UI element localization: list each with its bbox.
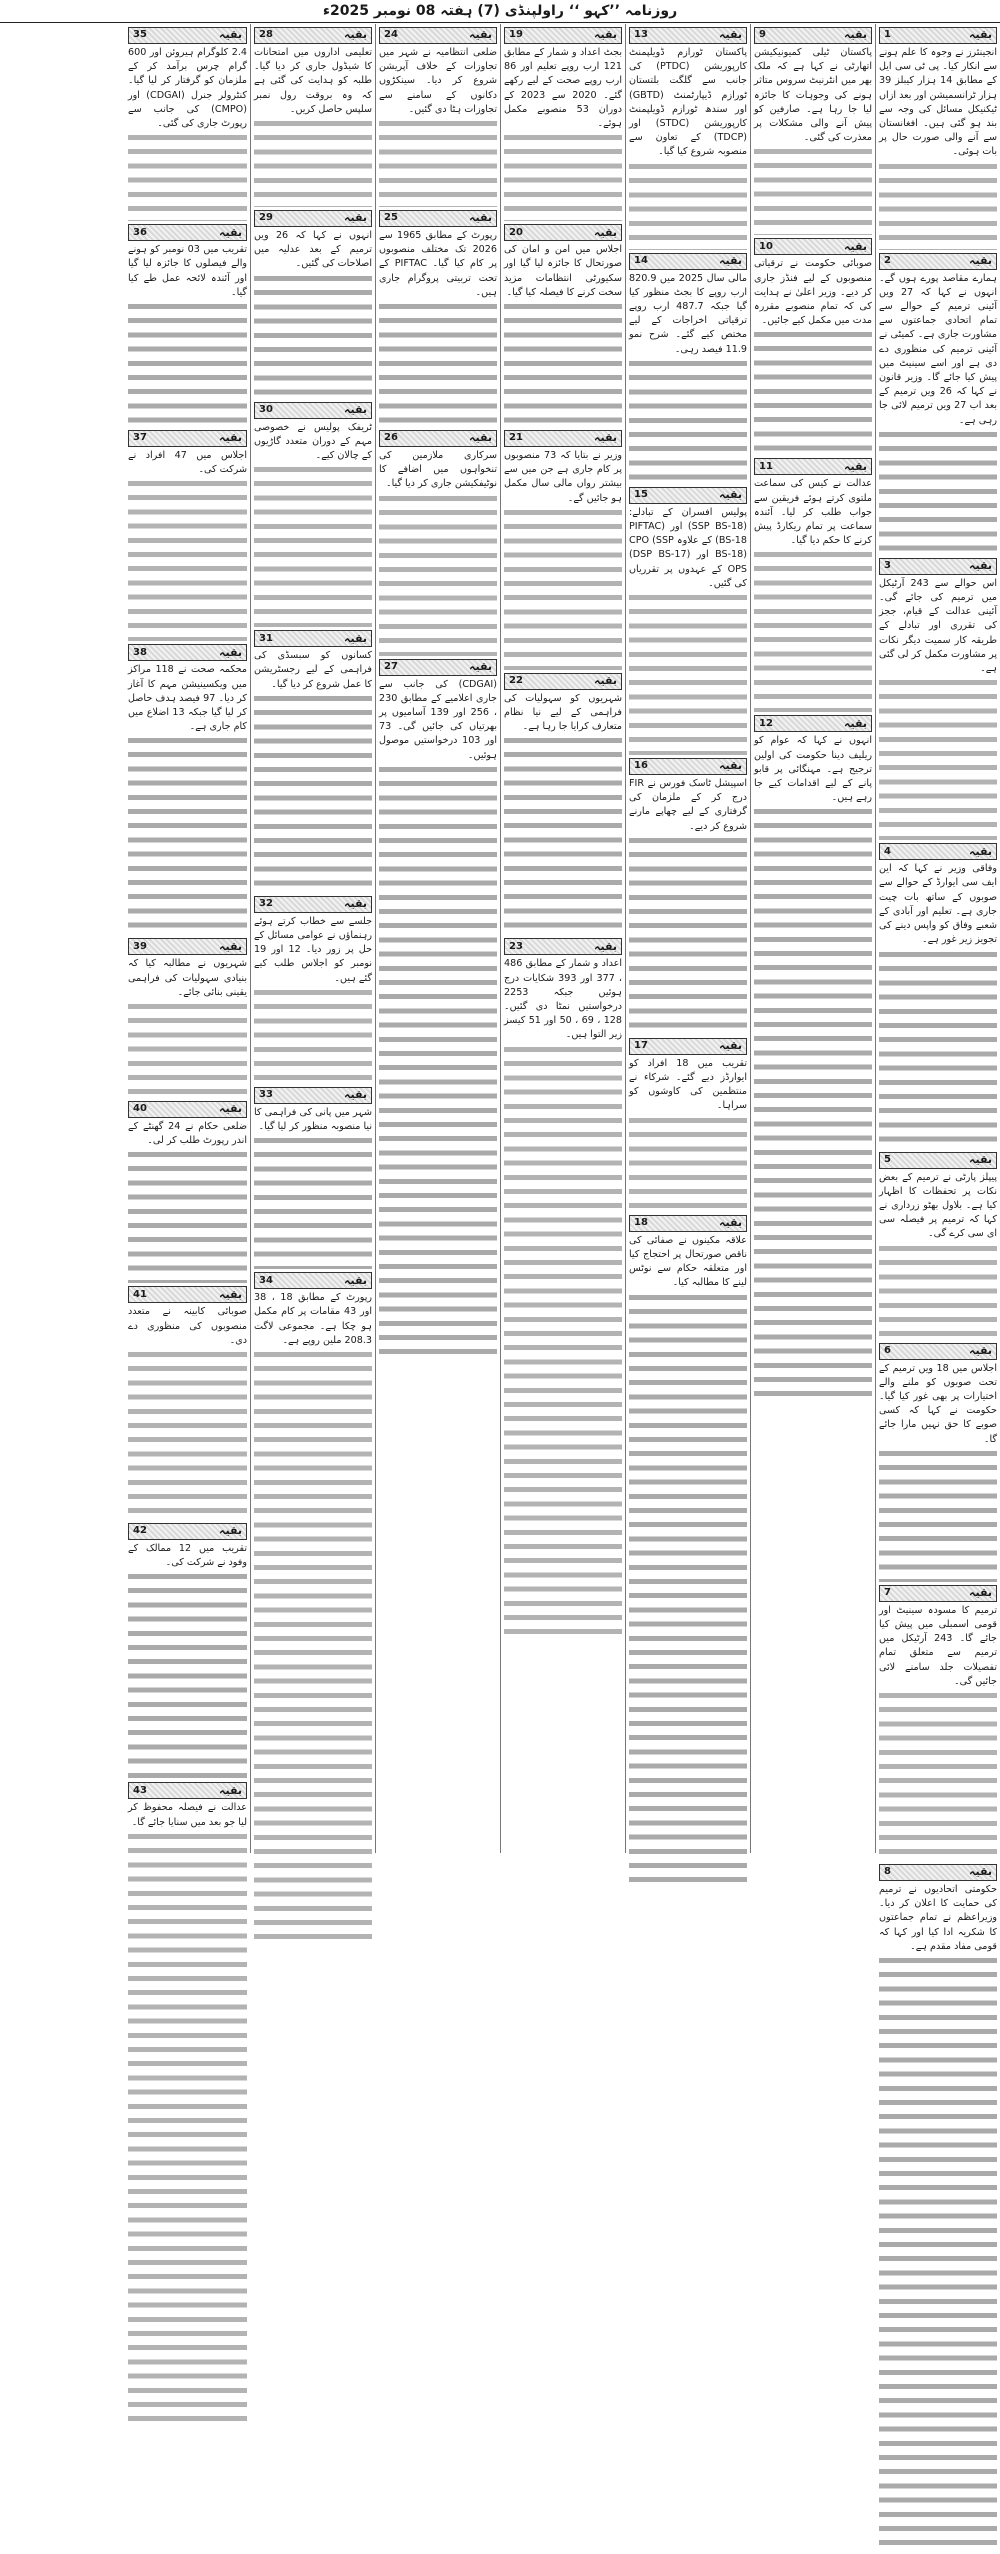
article-text: صوبائی حکومت نے ترقیاتی منصوبوں کے لیے فنڈز جاری کر دیے۔ وزیر اعلیٰ نے ہدایت کی کہ تمام منصوبے مقررہ مدت میں مکمل کیے جائیں۔ <box>754 258 872 327</box>
article-text: پیپلز پارٹی نے ترمیم کے بعض نکات پر تحفظات کا اظہار کیا ہے۔ بلاول بھٹو زرداری نے کہا کہ ترمیم پر فیصلہ سی ای سی کرے گی۔ <box>879 1171 997 1240</box>
badge-number: 7 <box>884 1587 891 1599</box>
continuation-section <box>128 644 247 935</box>
badge-number: 29 <box>259 212 273 224</box>
continuation-section <box>879 1864 997 2554</box>
badge-number: 3 <box>884 560 891 572</box>
text-lines-placeholder <box>128 734 247 935</box>
badge-number: 13 <box>634 29 648 41</box>
badge-number: 30 <box>259 404 273 416</box>
continuation-section <box>128 27 247 221</box>
continuation-badge <box>128 644 247 661</box>
badge-number: 16 <box>634 760 648 772</box>
article-text: محکمہ صحت نے 118 مراکز میں ویکسینیشن مہم کا آغاز کر دیا۔ 97 فیصد ہدف حاصل کر لیا گیا جبکہ 13 اضلاع میں کام جاری ہے۔ <box>128 664 248 733</box>
text-lines-placeholder <box>629 160 747 250</box>
badge-label: بقیہ <box>219 225 242 239</box>
continuation-badge <box>128 27 247 44</box>
text-lines-placeholder <box>128 1830 247 2430</box>
article-text: پولیس افسران کے تبادلے: (SSP BS-18) اور (PIFTAC BS-18) کے علاوہ CPO (SSP BS-18) اور (DSP BS-17) OPS کے عہدوں پر تقرریاں کی گئیں۔ <box>629 506 747 589</box>
badge-label: بقیہ <box>719 1039 742 1053</box>
continuation-badge <box>879 1864 997 1881</box>
continuation-badge <box>128 1523 247 1540</box>
badge-label: بقیہ <box>469 28 492 42</box>
badge-number: 8 <box>884 1866 891 1878</box>
badge-label: بقیہ <box>719 28 742 42</box>
badge-label: بقیہ <box>344 211 367 225</box>
article-text: مالی سال 2025 میں 820.9 ارب روپے کا بجٹ منظور کیا گیا جبکہ 487.7 ارب روپے ترقیاتی اخراجات کے لیے مختص کیے گئے۔ شرح نمو 11.9 فیصد رہی۔ <box>629 272 747 355</box>
continuation-section <box>128 224 247 427</box>
article-text: انہوں نے کہا کہ 26 ویں ترمیم کے بعد عدلیہ میں اصلاحات کی گئیں۔ <box>254 230 373 270</box>
badge-label: بقیہ <box>594 674 617 688</box>
continuation-section <box>379 27 497 207</box>
continuation-badge <box>128 430 247 447</box>
continuation-badge <box>879 1343 997 1360</box>
badge-label: بقیہ <box>719 1216 742 1230</box>
continuation-badge <box>379 659 497 676</box>
badge-number: 26 <box>384 432 398 444</box>
continuation-section <box>879 843 997 1148</box>
news-column-2 <box>750 24 875 1853</box>
continuation-badge <box>504 430 622 447</box>
continuation-badge <box>879 27 997 44</box>
news-column-1 <box>875 24 1000 1952</box>
badge-label: بقیہ <box>219 1102 242 1116</box>
badge-number: 22 <box>509 675 523 687</box>
continuation-section <box>879 27 997 250</box>
text-lines-placeholder <box>879 948 997 1149</box>
continuation-badge <box>254 630 372 647</box>
article-text: اس حوالے سے 243 آرٹیکل میں ترمیم کی جائے گی۔ آئینی عدالت کے قیام، ججز کی تقرری اور تبادلے کے طریقہ کار سمیت دیگر نکات پر مشاورت مکمل کر لی گئی ہے۔ <box>879 577 997 675</box>
continuation-section <box>629 487 747 755</box>
news-column-5 <box>375 24 500 1853</box>
text-lines-placeholder <box>879 160 997 250</box>
continuation-section <box>504 430 622 670</box>
badge-number: 9 <box>759 29 766 41</box>
continuation-badge <box>504 27 622 44</box>
continuation-badge <box>629 1038 747 1055</box>
article-text: تقریب میں 03 نومبر کو ہونے والے فیصلوں کا جائزہ لیا گیا اور آئندہ لائحہ عمل طے کیا گیا۔ <box>128 244 248 298</box>
continuation-badge <box>254 1087 372 1104</box>
continuation-badge <box>879 1585 997 1602</box>
continuation-section <box>254 27 372 207</box>
continuation-section <box>254 896 372 1084</box>
continuation-badge <box>254 896 372 913</box>
continuation-badge <box>379 27 497 44</box>
continuation-section <box>754 238 872 455</box>
badge-number: 23 <box>509 940 523 952</box>
article-text: رپورٹ کے مطابق 1965 سے 2026 تک مختلف منصوبوں پر کام کیا گیا۔ PIFTAC کے تحت تربیتی پروگرام جاری ہیں۔ <box>379 230 497 298</box>
text-lines-placeholder <box>128 300 247 427</box>
badge-label: بقیہ <box>219 431 242 445</box>
article-text: (CDGAI) کی جانب سے جاری اعلامیے کے مطابق 230 ، 256 اور 139 آسامیوں پر بھرتیاں کی جائیں گی۔ 73 اور 103 درخواستیں موصول ہوئیں۔ <box>379 678 498 761</box>
badge-label: بقیہ <box>219 28 242 42</box>
continuation-badge <box>128 1782 247 1799</box>
continuation-section <box>504 224 622 427</box>
badge-label: بقیہ <box>344 1088 367 1102</box>
text-lines-placeholder <box>504 506 622 670</box>
text-lines-placeholder <box>254 1134 372 1269</box>
badge-label: بقیہ <box>844 459 867 473</box>
news-column-7 <box>125 24 250 1853</box>
text-lines-placeholder <box>504 131 622 221</box>
continuation-badge <box>754 27 872 44</box>
badge-label: بقیہ <box>594 28 617 42</box>
continuation-section <box>629 758 747 1035</box>
badge-number: 21 <box>509 432 523 444</box>
continuation-section <box>879 558 997 840</box>
badge-label: بقیہ <box>344 403 367 417</box>
news-column-3 <box>625 24 750 1853</box>
badge-label: بقیہ <box>344 1273 367 1287</box>
continuation-section <box>128 430 247 641</box>
text-lines-placeholder <box>504 1043 622 1643</box>
article-text: شہریوں نے مطالبہ کیا کہ بنیادی سہولیات کی فراہمی یقینی بنائی جائے۔ <box>128 958 247 998</box>
continuation-badge <box>504 673 622 690</box>
badge-label: بقیہ <box>969 1343 992 1357</box>
badge-number: 39 <box>133 940 147 952</box>
text-lines-placeholder <box>254 463 372 627</box>
continuation-badge <box>254 402 372 419</box>
text-lines-placeholder <box>504 734 622 935</box>
badge-label: بقیہ <box>969 844 992 858</box>
text-lines-placeholder <box>754 145 872 235</box>
continuation-badge <box>128 1101 247 1118</box>
continuation-section <box>629 1215 747 1891</box>
article-text: اجلاس میں 18 ویں ترمیم کے تحت صوبوں کو ملنے والے اختیارات پر بھی غور کیا گیا۔ حکومت نے کہا کہ کسی صوبے کا حق نہیں مارا جائے گا۔ <box>879 1362 998 1445</box>
continuation-badge <box>754 458 872 475</box>
badge-label: بقیہ <box>844 716 867 730</box>
badge-number: 34 <box>259 1274 273 1286</box>
article-text: شہر میں پانی کی فراہمی کا نیا منصوبہ منظور کر لیا گیا۔ <box>254 1106 372 1133</box>
continuation-badge <box>128 1286 247 1303</box>
text-lines-placeholder <box>754 805 872 1405</box>
badge-number: 5 <box>884 1153 891 1165</box>
badge-number: 2 <box>884 255 891 267</box>
continuation-badge <box>879 843 997 860</box>
article-text: پاکستان ٹیلی کمیونیکیشن اتھارٹی نے کہا ہے کہ ملک بھر میں انٹرنیٹ سروس متاثر ہونے کی وجوہات کا جائزہ لیا جا رہا ہے۔ صارفین کو پیش آنے والی مشکلات پر معذرت کی گئی۔ <box>754 47 872 144</box>
text-lines-placeholder <box>128 1000 247 1098</box>
badge-number: 15 <box>634 489 648 501</box>
article-text: بجٹ اعداد و شمار کے مطابق 121 ارب روپے تعلیم اور 86 ارب روپے صحت کے لیے رکھے گئے۔ 2020 سے 2023 کے دوران 53 منصوبے مکمل ہوئے۔ <box>504 47 622 130</box>
continuation-section <box>254 630 372 893</box>
text-lines-placeholder <box>128 1570 247 1779</box>
badge-label: بقیہ <box>219 1783 242 1797</box>
continuation-badge <box>879 558 997 575</box>
text-lines-placeholder <box>504 300 622 427</box>
text-lines-placeholder <box>254 1348 372 1948</box>
continuation-badge <box>379 430 497 447</box>
continuation-section <box>379 430 497 656</box>
article-text: عدالت نے فیصلہ محفوظ کر لیا جو بعد میں سنایا جائے گا۔ <box>128 1802 247 1828</box>
continuation-badge <box>629 27 747 44</box>
continuation-badge <box>504 938 622 955</box>
continuation-section <box>504 673 622 936</box>
article-text: اعداد و شمار کے مطابق 486 ، 377 اور 393 شکایات درج ہوئیں جبکہ 2253 درخواستیں نمٹا دی گئیں۔ 128 ، 69 ، 50 اور 51 کیسز زیر التوا ہیں۔ <box>504 958 623 1041</box>
badge-label: بقیہ <box>469 431 492 445</box>
badge-number: 41 <box>133 1288 147 1300</box>
badge-label: بقیہ <box>469 660 492 674</box>
continuation-section <box>379 659 497 1363</box>
badge-label: بقیہ <box>969 559 992 573</box>
badge-number: 24 <box>384 29 398 41</box>
badge-label: بقیہ <box>719 759 742 773</box>
continuation-badge <box>754 715 872 732</box>
article-text: اجلاس میں 47 افراد نے شرکت کی۔ <box>128 450 247 476</box>
article-text: انجینئرز نے وجوہ کا علم ہونے سے انکار کیا۔ پی ٹی سی ایل کے مطابق 14 ہزار کیبلز 39 ہزار ٹرانسمیشن اور بعد ازاں ٹیکنیکل مسائل کی وجہ سے بند ہو گئی ہیں۔ افغانستان سے آنے والی صورت حال پر بات ہوئی۔ <box>879 47 997 158</box>
text-lines-placeholder <box>379 492 497 656</box>
article-text: تقریب میں 12 ممالک کے وفود نے شرکت کی۔ <box>128 1543 247 1569</box>
badge-number: 35 <box>133 29 147 41</box>
continuation-badge <box>254 1272 372 1289</box>
continuation-badge <box>254 210 372 227</box>
continuation-section <box>128 1523 247 1779</box>
continuation-section <box>754 715 872 1405</box>
article-text: وفاقی وزیر نے کہا کہ این ایف سی ایوارڈ کے حوالے سے صوبوں کے ساتھ بات چیت جاری ہے۔ تعلیم اور آبادی کے شعبے وفاق کو واپس دینے کی تجویز زیر غور ہے۔ <box>879 863 997 946</box>
continuation-section <box>504 27 622 221</box>
continuation-section <box>629 1038 747 1212</box>
continuation-badge <box>754 238 872 255</box>
text-lines-placeholder <box>629 1114 747 1212</box>
article-text: 2.4 کلوگرام ہیروئن اور 600 گرام چرس برآمد کر کے ملزمان کو گرفتار کر لیا گیا۔ کنٹرولر جنرل (CDGAI) اور (CMPO) کی جانب سے رپورٹ جاری کی گئی۔ <box>128 47 247 130</box>
text-lines-placeholder <box>128 477 247 641</box>
article-text: عدالت نے کیس کی سماعت ملتوی کرتے ہوئے فریقین سے جواب طلب کر لیا۔ آئندہ سماعت پر تمام ریکارڈ پیش کرنے کا حکم دیا گیا۔ <box>754 478 872 547</box>
badge-label: بقیہ <box>844 239 867 253</box>
badge-label: بقیہ <box>344 897 367 911</box>
badge-number: 32 <box>259 898 273 910</box>
continuation-section <box>754 27 872 235</box>
article-text: ترمیم کا مسودہ سینیٹ اور قومی اسمبلی میں پیش کیا جائے گا۔ 243 آرٹیکل میں ترمیم سے متعلق تمام تفصیلات جلد سامنے لائی جائیں گی۔ <box>879 1604 997 1687</box>
continuation-section <box>879 1585 997 1861</box>
news-column-4 <box>500 24 625 1853</box>
badge-number: 20 <box>509 226 523 238</box>
badge-number: 1 <box>884 29 891 41</box>
continuation-section <box>128 1286 247 1520</box>
article-text: اسپیشل ٹاسک فورس نے FIR درج کر کے ملزمان کی گرفتاری کے لیے چھاپے مارنے شروع کر دیے۔ <box>629 778 747 832</box>
badge-number: 17 <box>634 1040 648 1052</box>
continuation-section <box>879 1152 997 1340</box>
badge-label: بقیہ <box>219 1524 242 1538</box>
continuation-section <box>379 210 497 427</box>
badge-label: بقیہ <box>969 254 992 268</box>
badge-number: 38 <box>133 646 147 658</box>
continuation-section <box>254 210 372 399</box>
continuation-section <box>128 1782 247 2429</box>
badge-label: بقیہ <box>844 28 867 42</box>
badge-number: 28 <box>259 29 273 41</box>
badge-label: بقیہ <box>719 488 742 502</box>
masthead <box>0 0 1000 23</box>
badge-label: بقیہ <box>344 28 367 42</box>
continuation-badge <box>254 27 372 44</box>
badge-label: بقیہ <box>969 1865 992 1879</box>
continuation-badge <box>629 253 747 270</box>
continuation-badge <box>504 224 622 241</box>
text-lines-placeholder <box>629 357 747 484</box>
text-lines-placeholder <box>379 117 497 207</box>
badge-number: 36 <box>133 226 147 238</box>
article-text: علاقہ مکینوں نے صفائی کی ناقص صورتحال پر احتجاج کیا اور متعلقہ حکام سے نوٹس لینے کا مطالبہ کیا۔ <box>629 1234 747 1289</box>
continuation-section <box>128 938 247 1098</box>
badge-number: 42 <box>133 1525 147 1537</box>
continuation-badge <box>379 210 497 227</box>
article-text: حکومتی اتحادیوں نے ترمیم کی حمایت کا اعلان کر دیا۔ وزیراعظم نے تمام جماعتوں کا شکریہ ادا کیا اور کہا کہ قومی مفاد مقدم ہے۔ <box>879 1883 997 1952</box>
continuation-section <box>879 253 997 555</box>
text-lines-placeholder <box>879 676 997 840</box>
badge-label: بقیہ <box>719 254 742 268</box>
continuation-badge <box>879 253 997 270</box>
continuation-section <box>254 1087 372 1269</box>
continuation-section <box>754 458 872 712</box>
text-lines-placeholder <box>379 300 497 427</box>
badge-label: بقیہ <box>219 1287 242 1301</box>
article-text: شہریوں کو سہولیات کی فراہمی کے لیے نیا نظام متعارف کرایا جا رہا ہے۔ <box>504 692 622 733</box>
badge-number: 27 <box>384 661 398 673</box>
article-text: سرکاری ملازمین کی تنخواہوں میں اضافے کا نوٹیفکیشن جاری کر دیا گیا۔ <box>379 450 497 490</box>
news-column-6 <box>250 24 375 1853</box>
text-lines-placeholder <box>254 692 372 893</box>
continuation-badge <box>629 1215 747 1232</box>
text-lines-placeholder <box>879 1954 997 2554</box>
text-lines-placeholder <box>879 1242 997 1340</box>
badge-label: بقیہ <box>219 645 242 659</box>
article-text: جلسے سے خطاب کرتے ہوئے رہنماؤں نے عوامی مسائل کے حل پر زور دیا۔ 12 اور 19 نومبر کو اجلاس طلب کیے گئے ہیں۔ <box>254 915 372 984</box>
text-lines-placeholder <box>254 272 372 399</box>
badge-number: 12 <box>759 717 773 729</box>
badge-number: 40 <box>133 1103 147 1115</box>
article-text: تقریب میں 18 افراد کو ایوارڈز دیے گئے۔ شرکاء نے منتظمین کی کاوشوں کو سراہا۔ <box>629 1057 748 1112</box>
article-text: پاکستان ٹورازم ڈویلپمنٹ کارپوریشن (PTDC) کی جانب سے گلگت بلتستان ٹورازم ڈیپارٹمنٹ (GBTD) اور سندھ ٹورازم ڈویلپمنٹ کارپوریشن (STDC) اور (TDCP) کے تعاون سے منصوبہ شروع کیا گیا۔ <box>629 47 747 158</box>
text-lines-placeholder <box>629 834 747 1035</box>
text-lines-placeholder <box>629 1291 747 1891</box>
text-lines-placeholder <box>254 986 372 1084</box>
text-lines-placeholder <box>754 548 872 712</box>
badge-label: بقیہ <box>594 939 617 953</box>
badge-number: 14 <box>634 255 648 267</box>
article-text: ٹریفک پولیس نے خصوصی مہم کے دوران متعدد گاڑیوں کے چالان کیے۔ <box>254 421 372 462</box>
badge-number: 18 <box>634 1217 648 1229</box>
continuation-section <box>629 253 747 484</box>
badge-label: بقیہ <box>969 28 992 42</box>
badge-label: بقیہ <box>969 1586 992 1600</box>
badge-number: 25 <box>384 212 398 224</box>
continuation-section <box>254 1272 372 1948</box>
badge-number: 11 <box>759 460 773 472</box>
text-lines-placeholder <box>879 1447 997 1582</box>
continuation-section <box>504 938 622 1642</box>
badge-number: 4 <box>884 845 891 857</box>
article-text: رپورٹ کے مطابق 18 ، 38 اور 43 مقامات پر کام مکمل ہو چکا ہے۔ مجموعی لاگت 208.3 ملین روپے ہے۔ <box>254 1292 372 1346</box>
article-text: انہوں نے کہا کہ عوام کو ریلیف دینا حکومت کی اولین ترجیح ہے۔ مہنگائی پر قابو پانے کے لیے اقدامات کیے جا رہے ہیں۔ <box>754 735 872 804</box>
badge-number: 10 <box>759 240 773 252</box>
article-text: ہمارے مقاصد پورے ہوں گے۔ انہوں نے کہا کہ 27 ویں آئینی ترمیم کے حوالے سے تمام اتحادی جماعتوں سے مشاورت جاری ہے۔ کمیٹی نے آئینی ترمیم کی منظوری دے دی ہے اور اسے سینیٹ میں پیش کیا جائے گا۔ وزیر قانون نے کہا کہ 26 ویں ترمیم کے بعد اب 27 ویں ترمیم لائی جا رہی ہے۔ <box>879 272 998 426</box>
columns-container <box>0 24 1000 1952</box>
badge-label: بقیہ <box>969 1152 992 1166</box>
article-text: اجلاس میں امن و امان کی صورتحال کا جائزہ لیا گیا اور سکیورٹی انتظامات مزید سخت کرنے کا فیصلہ کیا گیا۔ <box>504 244 622 298</box>
text-lines-placeholder <box>254 117 372 207</box>
text-lines-placeholder <box>128 1348 247 1520</box>
article-text: ضلعی حکام نے 24 گھنٹے کے اندر رپورٹ طلب کر لی۔ <box>128 1121 247 1147</box>
continuation-section <box>254 402 372 628</box>
continuation-section <box>629 27 747 250</box>
article-text: صوبائی کابینہ نے متعدد منصوبوں کی منظوری دے دی۔ <box>128 1306 247 1346</box>
badge-number: 43 <box>133 1784 147 1796</box>
text-lines-placeholder <box>879 428 997 555</box>
continuation-badge <box>128 938 247 955</box>
article-text: کسانوں کو سبسڈی کی فراہمی کے لیے رجسٹریشن کا عمل شروع کر دیا گیا۔ <box>254 650 372 690</box>
badge-label: بقیہ <box>219 939 242 953</box>
article-text: ضلعی انتظامیہ نے شہر میں تجاوزات کے خلاف آپریشن شروع کر دیا۔ سینکڑوں دکانوں کے سامنے سے تجاوزات ہٹا دی گئیں۔ <box>379 47 497 115</box>
text-lines-placeholder <box>879 1689 997 1861</box>
badge-label: بقیہ <box>469 211 492 225</box>
masthead-title: روزنامہ ’’کہو ‘‘ راولپنڈی (7) ہفتہ 08 نومبر 2025ء <box>322 3 678 19</box>
badge-number: 37 <box>133 432 147 444</box>
continuation-badge <box>629 487 747 504</box>
continuation-section <box>128 1101 247 1283</box>
badge-label: بقیہ <box>594 431 617 445</box>
badge-label: بقیہ <box>594 225 617 239</box>
article-text: تعلیمی اداروں میں امتحانات کا شیڈول جاری کر دیا گیا۔ طلبہ کو ہدایت کی گئی ہے کہ وہ بروقت رول نمبر سلپس حاصل کریں۔ <box>254 47 372 115</box>
badge-number: 33 <box>259 1089 273 1101</box>
continuation-badge <box>629 758 747 775</box>
badge-label: بقیہ <box>344 631 367 645</box>
continuation-badge <box>879 1152 997 1169</box>
text-lines-placeholder <box>379 763 497 1363</box>
text-lines-placeholder <box>128 1148 247 1283</box>
badge-number: 31 <box>259 632 273 644</box>
badge-number: 6 <box>884 1344 891 1356</box>
article-text: وزیر نے بتایا کہ 73 منصوبوں پر کام جاری ہے جن میں سے بیشتر رواں مالی سال مکمل ہو جائیں گے۔ <box>504 450 622 504</box>
text-lines-placeholder <box>754 328 872 455</box>
continuation-section <box>879 1343 997 1582</box>
text-lines-placeholder <box>128 131 247 221</box>
text-lines-placeholder <box>629 591 747 755</box>
continuation-badge <box>128 224 247 241</box>
badge-number: 19 <box>509 29 523 41</box>
